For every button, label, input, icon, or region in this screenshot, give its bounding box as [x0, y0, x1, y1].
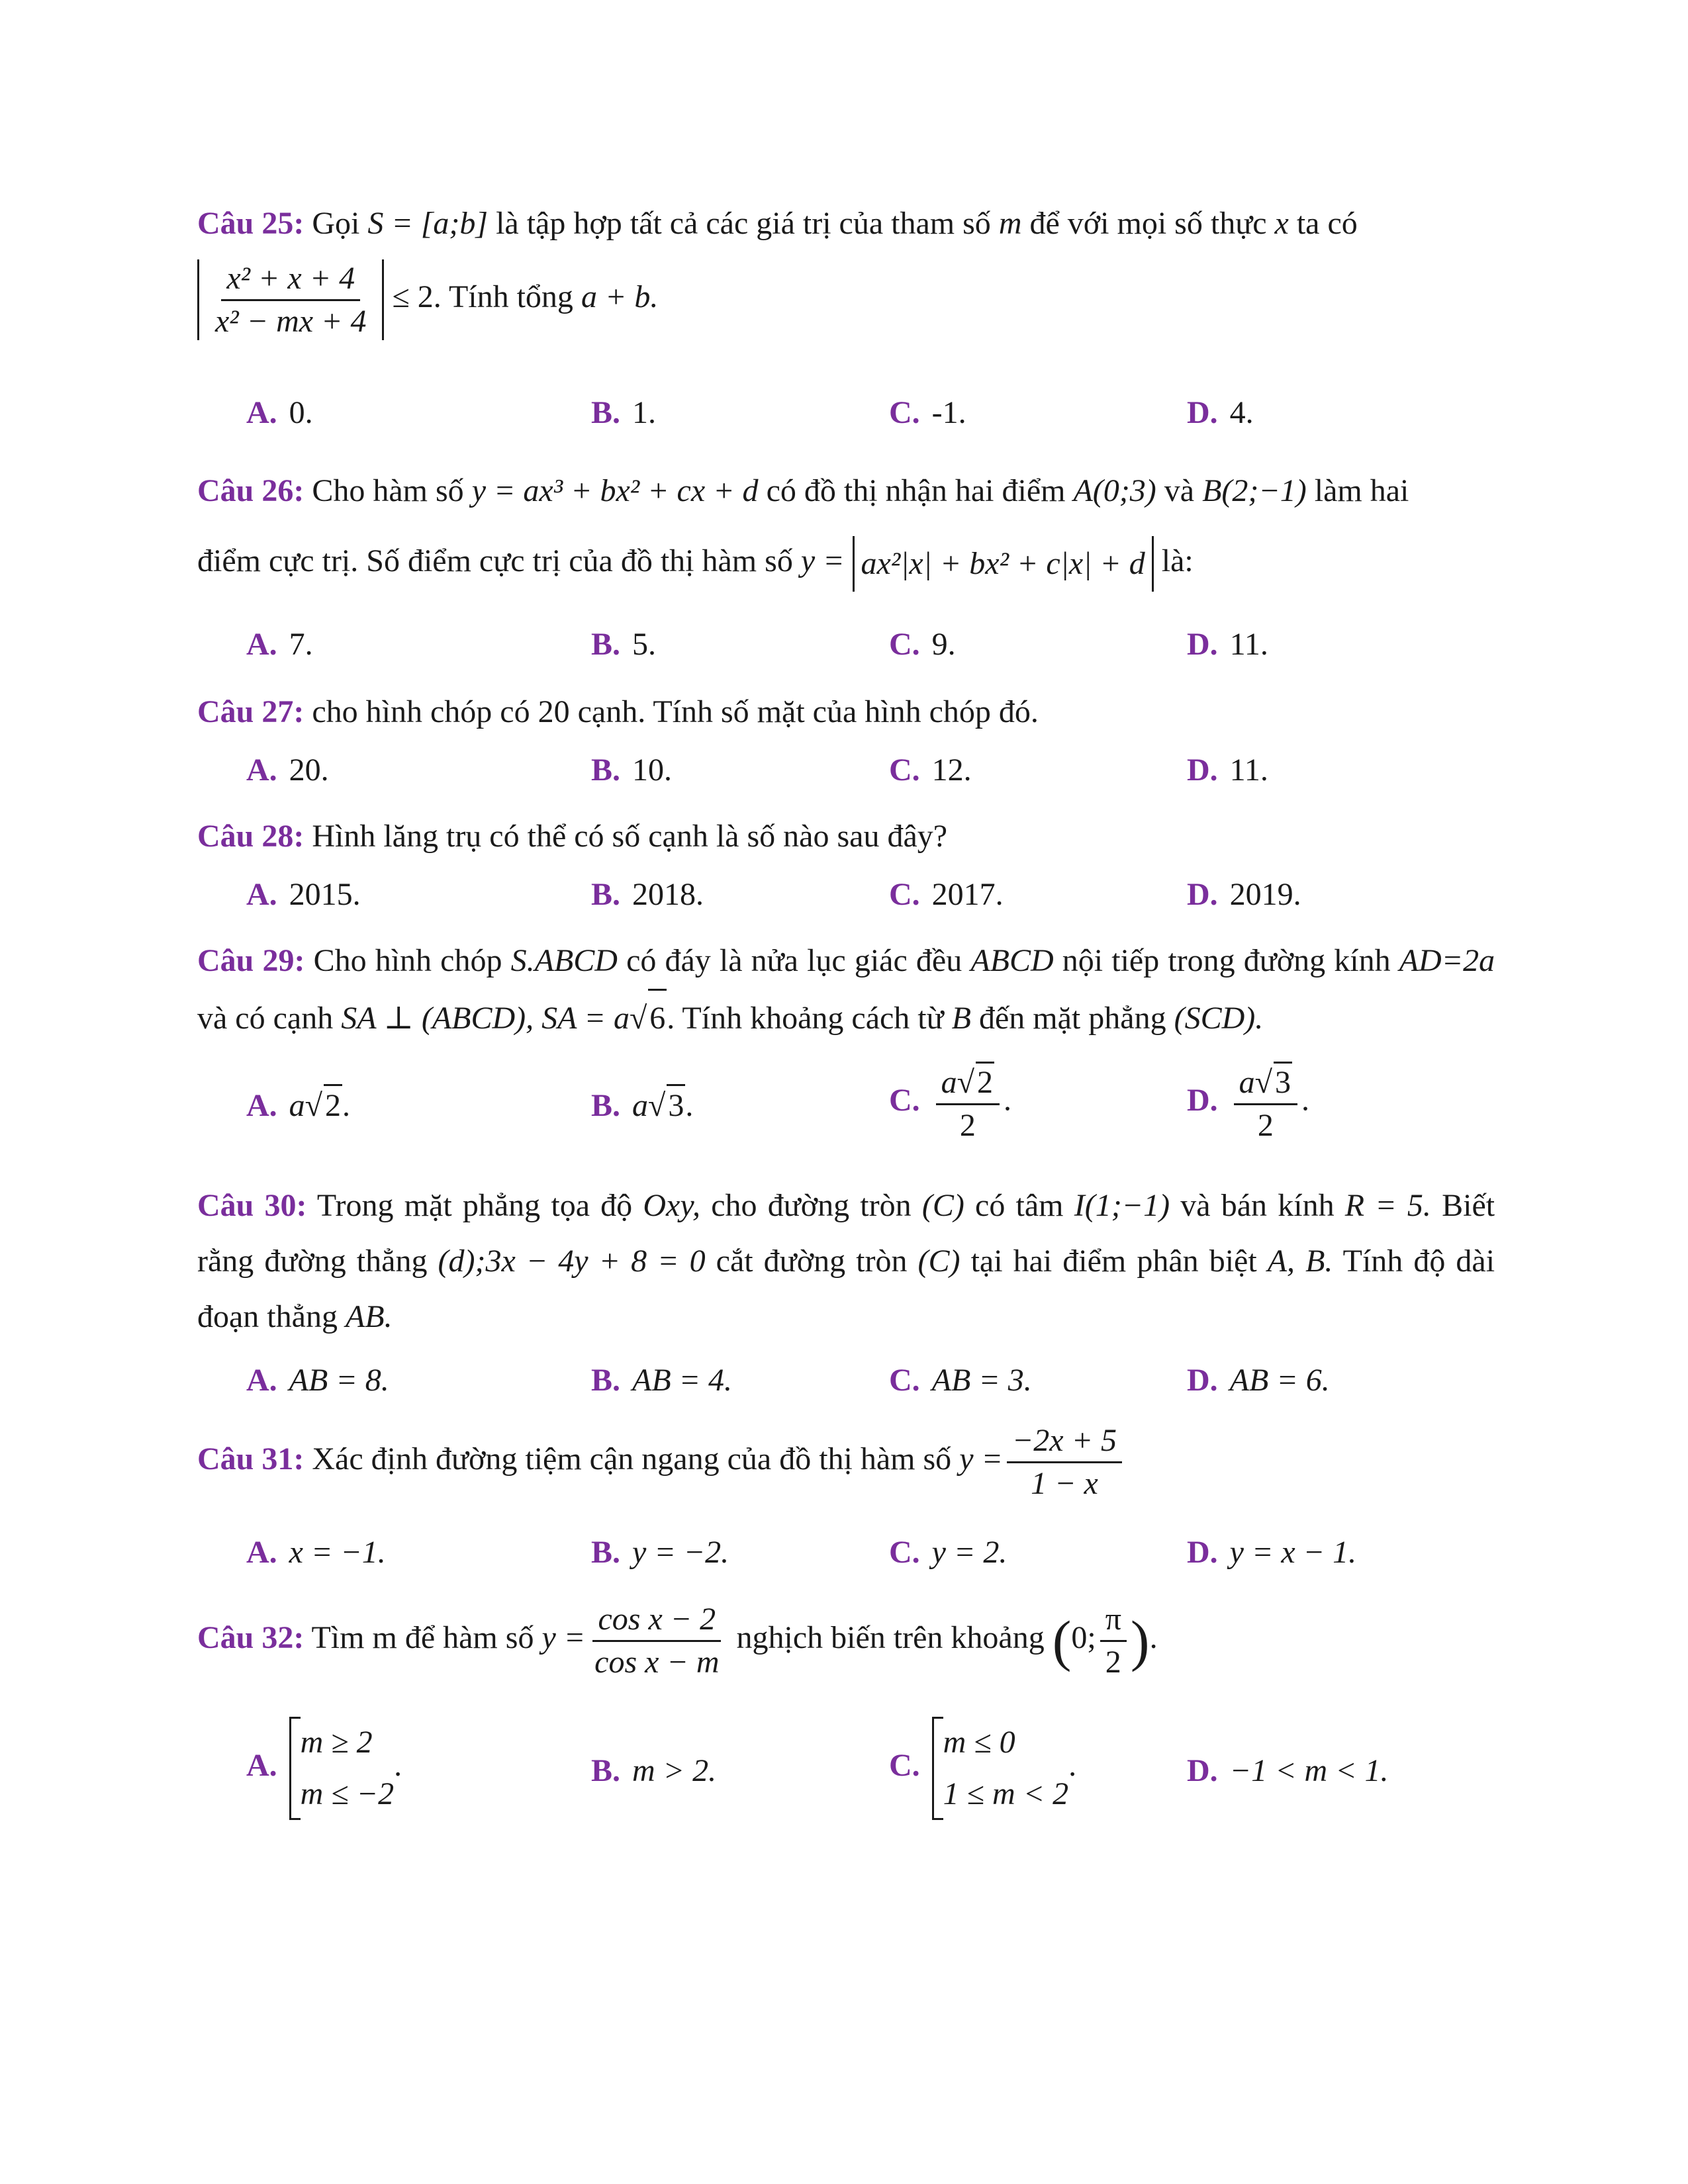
- math-expr: y = ax³ + bx² + cx + d: [471, 473, 759, 508]
- question-text: nghịch biến trên khoảng: [736, 1620, 1045, 1656]
- fraction-denominator: 2: [1105, 1644, 1121, 1680]
- math-expr: y =: [541, 1620, 586, 1656]
- answer-label: A.: [246, 395, 277, 430]
- math-expr: (C): [921, 1188, 964, 1223]
- answer-label: B.: [591, 1753, 621, 1788]
- answer-label: A.: [246, 752, 277, 788]
- interval-left: 0;: [1071, 1620, 1096, 1656]
- question-32: Câu 32: Tìm m để hàm số y = $\frac{\text{cos x − 2}}{\text{cos x − m}}$ nghịch biến trên khoảng (0; $\frac{\pi}{2}$ ).: [197, 1600, 1495, 1681]
- question-text: ta có: [1296, 206, 1358, 241]
- question-text: tại hai điểm phân biệt: [970, 1244, 1257, 1279]
- question-text: điểm cực trị. Số điểm cực trị của đồ thị hàm số: [197, 543, 793, 578]
- answer-30-a[interactable]: [246, 1361, 389, 1400]
- answer-29-c[interactable]: [889, 1062, 1011, 1144]
- answer-31-a[interactable]: [246, 1533, 386, 1572]
- answer-value: 4.: [1229, 395, 1254, 430]
- fraction-numerator: cos x − 2: [592, 1600, 721, 1642]
- answer-32-d[interactable]: [1187, 1751, 1389, 1791]
- answer-value: 11.: [1229, 752, 1268, 788]
- answer-label: B.: [591, 877, 621, 912]
- math-expr: R = 5.: [1344, 1188, 1431, 1223]
- question-text: có đồ thị nhận hai điểm: [766, 473, 1066, 508]
- answer-value: x = −1.: [289, 1535, 386, 1570]
- answer-label: C.: [889, 1363, 920, 1398]
- answer-value: AB = 6.: [1229, 1363, 1330, 1398]
- answer-label: D.: [1187, 1753, 1218, 1788]
- math-expr: y =: [800, 543, 845, 578]
- math-expr: AB.: [345, 1299, 393, 1334]
- math-expr: y =: [959, 1441, 1003, 1477]
- math-var: a: [941, 1065, 957, 1100]
- sqrt-icon: √: [305, 1088, 323, 1123]
- question-25-line2: [197, 259, 1495, 340]
- question-text: Biết rằng đường thẳng: [197, 1188, 1495, 1279]
- answer-29-d[interactable]: [1187, 1062, 1309, 1144]
- answer-label: D.: [1187, 1082, 1218, 1118]
- math-expr: SA ⊥ (ABCD), SA = a: [341, 1001, 630, 1036]
- answer-label: C.: [889, 877, 920, 912]
- fraction-denominator: 2: [1257, 1107, 1274, 1143]
- math-expr: I(1;−1): [1074, 1188, 1170, 1223]
- bracket-system: [289, 1717, 394, 1820]
- question-text: là tập hợp tất cả các giá trị của tham số: [496, 206, 991, 241]
- question-31: [197, 1422, 1495, 1502]
- answer-value: y = x − 1.: [1229, 1535, 1357, 1570]
- answer-tail: .: [394, 1748, 402, 1784]
- answer-value: 12.: [931, 752, 972, 788]
- question-text: . Tính khoảng cách từ: [667, 1001, 944, 1036]
- answer-value: 2018.: [632, 877, 704, 912]
- question-text: Xác định đường tiệm cận ngang của đồ thị hàm số: [312, 1441, 952, 1477]
- answer-label: B.: [591, 752, 621, 788]
- answer-26-b[interactable]: [591, 625, 656, 664]
- math-var: a: [289, 1088, 305, 1123]
- answer-value: y = −2.: [632, 1535, 729, 1570]
- answer-25-b[interactable]: [591, 393, 656, 433]
- question-text: Tính tổng: [448, 279, 573, 315]
- sqrt-radicand: 3: [1274, 1062, 1292, 1102]
- math-expr: B(2;−1): [1202, 473, 1307, 508]
- answer-tail: .: [1301, 1082, 1310, 1118]
- math-expr: A, B.: [1267, 1244, 1333, 1279]
- answer-25-a[interactable]: [246, 393, 313, 433]
- answer-label: B.: [591, 1088, 621, 1123]
- answer-label: A.: [246, 1535, 277, 1570]
- answer-29-b[interactable]: [591, 1084, 693, 1126]
- sqrt-radicand: 2: [324, 1084, 342, 1126]
- answer-30-d[interactable]: [1187, 1361, 1330, 1400]
- sqrt-radicand: 2: [976, 1062, 994, 1102]
- fraction-denominator: x² − mx + 4: [215, 303, 367, 339]
- question-text: cắt đường tròn: [716, 1244, 908, 1279]
- fraction-numerator: −2x + 5: [1007, 1422, 1122, 1463]
- answer-label: C.: [889, 1535, 920, 1570]
- answer-value: m > 2.: [632, 1753, 717, 1788]
- question-label: Câu 25:: [197, 206, 305, 241]
- math-expr: (d);3x − 4y + 8 = 0: [438, 1244, 706, 1279]
- answer-label: C.: [889, 395, 920, 430]
- answer-label: D.: [1187, 627, 1218, 662]
- question-25: [197, 196, 1495, 251]
- question-text: Gọi: [312, 206, 360, 241]
- math-expr: A(0;3): [1073, 473, 1156, 508]
- answer-value: AB = 3.: [931, 1363, 1032, 1398]
- right-paren-icon: ): [1130, 1609, 1150, 1673]
- answer-27-c[interactable]: [889, 751, 972, 790]
- left-paren-icon: (: [1052, 1609, 1072, 1673]
- answer-tail: .: [342, 1088, 351, 1123]
- answer-26-c[interactable]: [889, 625, 956, 664]
- fraction-denominator: 1 − x: [1031, 1465, 1098, 1501]
- question-label: Câu 29:: [197, 943, 305, 978]
- answer-29-a[interactable]: [246, 1084, 350, 1126]
- answer-28-c[interactable]: [889, 875, 1004, 915]
- math-var: x: [1274, 206, 1289, 241]
- answer-28-a[interactable]: [246, 875, 361, 915]
- question-text: Tìm m để hàm số: [311, 1620, 534, 1656]
- answer-value: 11.: [1229, 627, 1268, 662]
- answer-value: -1.: [931, 395, 966, 430]
- answer-27-d[interactable]: [1187, 751, 1268, 790]
- system-line: m ≤ −2: [300, 1776, 395, 1811]
- question-text: Cho hình chóp: [313, 943, 502, 978]
- answer-30-c[interactable]: [889, 1361, 1032, 1400]
- answer-value: 1.: [632, 395, 657, 430]
- math-expr: AD=2a: [1399, 943, 1495, 978]
- question-text: Cho hàm số: [312, 473, 464, 508]
- answer-tail: .: [1004, 1082, 1012, 1118]
- question-text: cho đường tròn: [711, 1188, 912, 1223]
- math-expr: ABCD: [970, 943, 1054, 978]
- abs-expr: ax²|x| + bx² + c|x| + d: [853, 536, 1154, 592]
- math-var: a: [1239, 1065, 1255, 1100]
- question-29: [197, 933, 1495, 1046]
- sqrt-radicand: 3: [667, 1084, 685, 1126]
- answer-label: C.: [889, 1082, 920, 1118]
- answer-value: −1 < m < 1.: [1229, 1753, 1389, 1788]
- answer-32-a[interactable]: [246, 1717, 402, 1820]
- answer-30-b[interactable]: [591, 1361, 732, 1400]
- fraction-denominator: 2: [959, 1107, 976, 1143]
- answer-value: 7.: [289, 627, 313, 662]
- answer-31-b[interactable]: [591, 1533, 729, 1572]
- answer-31-d[interactable]: [1187, 1533, 1356, 1572]
- answer-label: D.: [1187, 1363, 1218, 1398]
- question-26: [197, 463, 1495, 519]
- answer-27-b[interactable]: [591, 751, 672, 790]
- sqrt-icon: √: [957, 1065, 975, 1100]
- answer-label: A.: [246, 877, 277, 912]
- answer-28-b[interactable]: [591, 875, 704, 915]
- math-var: B: [951, 1001, 971, 1036]
- sqrt-icon: √: [629, 1001, 647, 1036]
- math-expr: S = [a;b]: [367, 206, 489, 241]
- question-text: cho hình chóp có 20 cạnh. Tính số mặt của hình chóp đó.: [312, 694, 1039, 729]
- math-expr: S.ABCD: [510, 943, 618, 978]
- answer-label: B.: [591, 395, 621, 430]
- answer-label: A.: [246, 1088, 277, 1123]
- answer-27-a[interactable]: [246, 751, 329, 790]
- answer-label: B.: [591, 1535, 621, 1570]
- sqrt-icon: √: [1254, 1065, 1273, 1100]
- question-text: Tính: [1342, 1244, 1403, 1279]
- question-text: và: [1164, 473, 1195, 508]
- question-text: độ dài đoạn thẳng: [197, 1244, 1495, 1334]
- question-label: Câu 27:: [197, 694, 305, 729]
- math-expr: a + b.: [581, 279, 659, 315]
- system-line: m ≤ 0: [943, 1725, 1015, 1760]
- question-26-line2: [197, 533, 1495, 592]
- fraction-numerator: π: [1100, 1600, 1127, 1642]
- math-expr: (SCD).: [1174, 1001, 1264, 1036]
- answer-25-c[interactable]: [889, 393, 966, 433]
- answer-tail: .: [1068, 1748, 1077, 1784]
- bracket-system: [932, 1717, 1068, 1820]
- answer-label: C.: [889, 1748, 920, 1784]
- answer-26-a[interactable]: [246, 625, 313, 664]
- system-line: 1 ≤ m < 2: [943, 1776, 1069, 1811]
- answer-value: 5.: [632, 627, 657, 662]
- question-27: [197, 684, 1495, 740]
- math-expr: Oxy,: [643, 1188, 701, 1223]
- question-text: là:: [1161, 543, 1194, 578]
- answer-value: AB = 8.: [289, 1363, 389, 1398]
- answer-31-c[interactable]: [889, 1533, 1007, 1572]
- answer-label: C.: [889, 752, 920, 788]
- math-var: a: [632, 1088, 649, 1123]
- answer-value: 0.: [289, 395, 313, 430]
- question-text: có tâm: [975, 1188, 1064, 1223]
- sqrt-radicand: 6: [648, 989, 667, 1046]
- answer-value: 10.: [632, 752, 673, 788]
- abs-fraction: [197, 259, 384, 340]
- answer-32-c[interactable]: [889, 1717, 1076, 1820]
- answer-label: B.: [591, 627, 621, 662]
- answer-25-d[interactable]: [1187, 393, 1254, 433]
- question-text: để với mọi số thực: [1029, 206, 1267, 241]
- answer-label: D.: [1187, 877, 1218, 912]
- answer-label: D.: [1187, 752, 1218, 788]
- question-28: [197, 809, 1495, 864]
- question-text: và có cạnh: [197, 1001, 334, 1036]
- answer-value: AB = 4.: [632, 1363, 733, 1398]
- answer-tail: .: [685, 1088, 694, 1123]
- question-text: nội tiếp trong đường kính: [1062, 943, 1391, 978]
- answer-label: A.: [246, 1363, 277, 1398]
- question-label: Câu 26:: [197, 473, 305, 508]
- question-label: Câu 28:: [197, 819, 305, 854]
- answer-value: 9.: [931, 627, 956, 662]
- question-text: có đáy là nửa lục giác đều: [626, 943, 962, 978]
- answer-28-d[interactable]: [1187, 875, 1301, 915]
- answer-32-b[interactable]: [591, 1751, 716, 1791]
- question-text: Hình lăng trụ có thể có số cạnh là số nào sau đây?: [312, 819, 948, 854]
- answer-value: 20.: [289, 752, 329, 788]
- answer-label: A.: [246, 627, 277, 662]
- answer-label: A.: [246, 1748, 277, 1784]
- math-expr: (C): [917, 1244, 961, 1279]
- question-30: [197, 1178, 1495, 1345]
- question-text: làm hai: [1314, 473, 1409, 508]
- answer-value: 2019.: [1229, 877, 1301, 912]
- answer-value: y = 2.: [931, 1535, 1008, 1570]
- question-label: Câu 31:: [197, 1441, 305, 1477]
- question-text: đến mặt phẳng: [978, 1001, 1166, 1036]
- answer-value: 2015.: [289, 877, 361, 912]
- question-text: và bán kính: [1180, 1188, 1335, 1223]
- system-line: m ≥ 2: [300, 1725, 373, 1760]
- fraction-denominator: cos x − m: [594, 1644, 720, 1680]
- math-expr: ≤ 2.: [392, 279, 442, 315]
- fraction-numerator: x² + x + 4: [221, 259, 360, 301]
- answer-label: C.: [889, 627, 920, 662]
- answer-label: B.: [591, 1363, 621, 1398]
- question-text: Trong mặt phẳng tọa độ: [316, 1188, 633, 1223]
- answer-26-d[interactable]: [1187, 625, 1268, 664]
- sqrt-icon: √: [648, 1088, 666, 1123]
- question-label: Câu 30:: [197, 1188, 307, 1223]
- question-label: Câu 32:: [197, 1620, 305, 1656]
- answer-label: D.: [1187, 1535, 1218, 1570]
- math-var: m: [998, 206, 1022, 241]
- answer-label: D.: [1187, 395, 1218, 430]
- answer-value: 2017.: [931, 877, 1004, 912]
